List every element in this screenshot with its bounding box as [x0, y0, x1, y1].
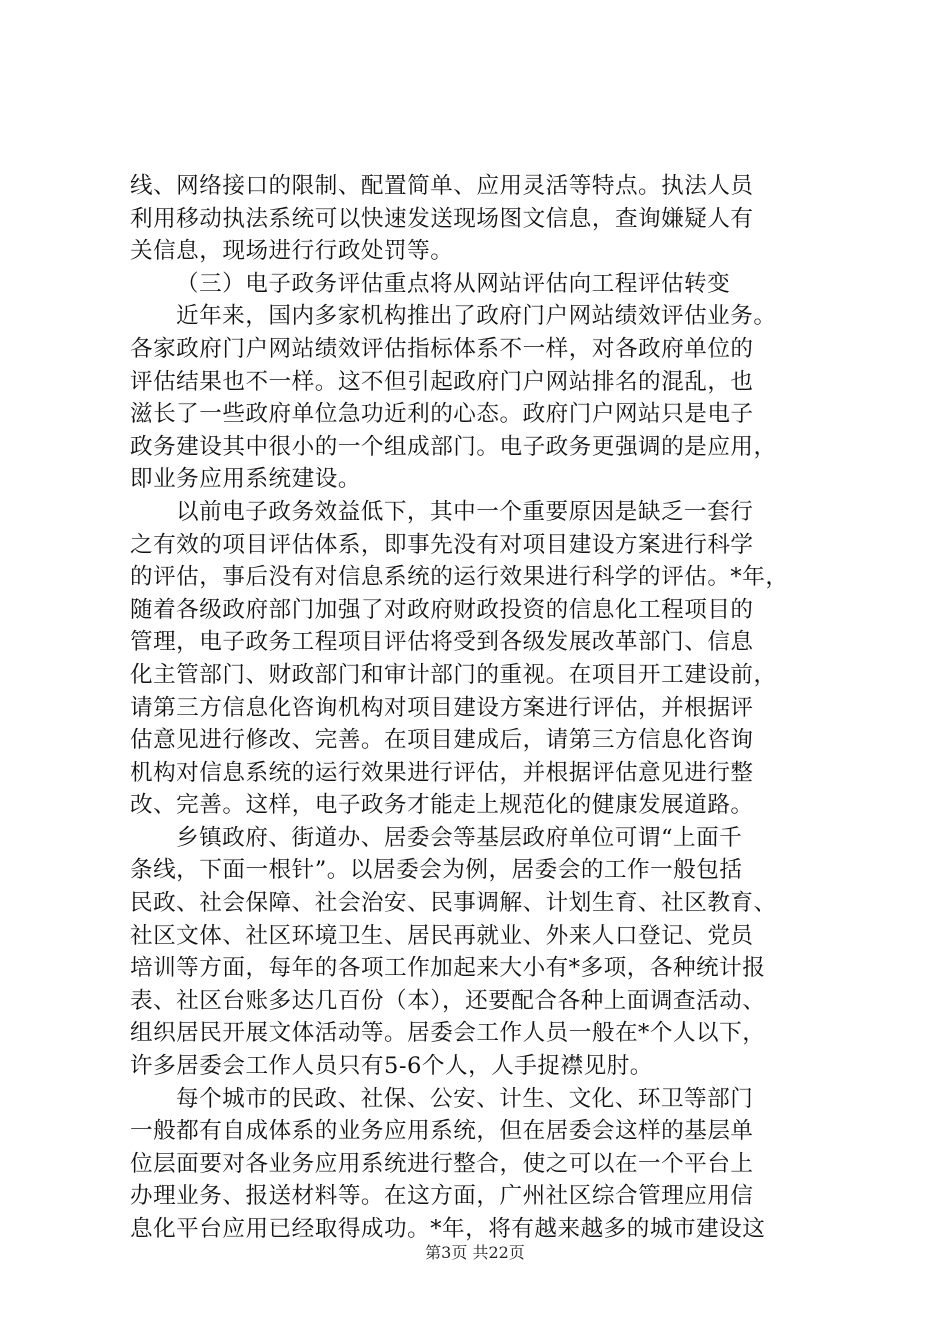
text-line: 表、社区台账多达几百份（本），还要配合各种上面调查活动、 [130, 987, 766, 1014]
text-line: 之有效的项目评估体系，即事先没有对项目建设方案进行科学 [130, 531, 754, 558]
paragraph [130, 300, 830, 496]
paragraph [130, 170, 830, 268]
text-line: 线、网络接口的限制、配置简单、应用灵活等特点。执法人员 [130, 173, 754, 199]
text-line: 各家政府门户网站绩效评估指标体系不一样，对各政府单位的 [130, 335, 754, 362]
text-line: 息化平台应用已经取得成功。*年，将有越来越多的城市建设这 [130, 1216, 766, 1242]
document-body [130, 170, 830, 1246]
section-heading [130, 268, 830, 301]
text-line: 关信息，现场进行行政处罚等。 [130, 238, 454, 265]
text-line: 机构对信息系统的运行效果进行评估，并根据评估意见进行整 [130, 759, 754, 786]
paragraph [130, 822, 830, 1083]
text-line: 滋长了一些政府单位急功近利的心态。政府门户网站只是电子 [130, 401, 754, 428]
text-line: 条线，下面一根针”。以居委会为例，居委会的工作一般包括 [130, 857, 743, 884]
text-line: 每个城市的民政、社保、公安、计生、文化、环卫等部门 [176, 1085, 754, 1112]
text-line: 政务建设其中很小的一个组成部门。电子政务更强调的是应用， [130, 433, 777, 460]
text-line: 一般都有自成体系的业务应用系统，但在居委会这样的基层单 [130, 1118, 754, 1145]
text-line: 评估结果也不一样。这不但引起政府门户网站排名的混乱，也 [130, 368, 754, 395]
text-line: 的评估，事后没有对信息系统的运行效果进行科学的评估。*年， [130, 564, 789, 591]
text-line: 化主管部门、财政部门和审计部门的重视。在项目开工建设前， [130, 661, 777, 688]
text-line: 利用移动执法系统可以快速发送现场图文信息，查询嫌疑人有 [130, 205, 754, 232]
text-line: 近年来，国内多家机构推出了政府门户网站绩效评估业务。 [176, 303, 777, 330]
text-line: 乡镇政府、街道办、居委会等基层政府单位可谓“上面千 [176, 824, 743, 851]
text-line: 估意见进行修改、完善。在项目建成后，请第三方信息化咨询 [130, 727, 754, 754]
text-line: 办理业务、报送材料等。在这方面，广州社区综合管理应用信 [130, 1183, 754, 1210]
text-line: 请第三方信息化咨询机构对项目建设方案进行评估，并根据评 [130, 694, 754, 721]
text-line: 社区文体、社区环境卫生、居民再就业、外来人口登记、党员 [130, 922, 754, 949]
text-line: 组织居民开展文体活动等。居委会工作人员一般在*个人以下， [130, 1020, 766, 1047]
paragraph [130, 1083, 830, 1246]
text-line: 民政、社会保障、社会治安、民事调解、计划生育、社区教育、 [130, 890, 777, 917]
text-line: 管理，电子政务工程项目评估将受到各级发展改革部门、信息 [130, 629, 754, 656]
text-line: 位层面要对各业务应用系统进行整合，使之可以在一个平台上 [130, 1150, 754, 1177]
page-number: 第3页 共22页 [425, 1243, 525, 1262]
text-line: 随着各级政府部门加强了对政府财政投资的信息化工程项目的 [130, 596, 754, 623]
text-line: 许多居委会工作人员只有5-6个人，人手捉襟见肘。 [130, 1053, 653, 1080]
text-line: 培训等方面，每年的各项工作加起来大小有*多项，各种统计报 [130, 955, 766, 982]
paragraph [130, 496, 830, 822]
heading-text: （三）电子政务评估重点将从网站评估向工程评估转变 [176, 270, 731, 297]
text-line: 改、完善。这样，电子政务才能走上规范化的健康发展道路。 [130, 792, 754, 819]
text-line: 以前电子政务效益低下，其中一个重要原因是缺乏一套行 [176, 498, 754, 525]
text-line: 即业务应用系统建设。 [130, 466, 361, 493]
page-footer [0, 1243, 950, 1263]
